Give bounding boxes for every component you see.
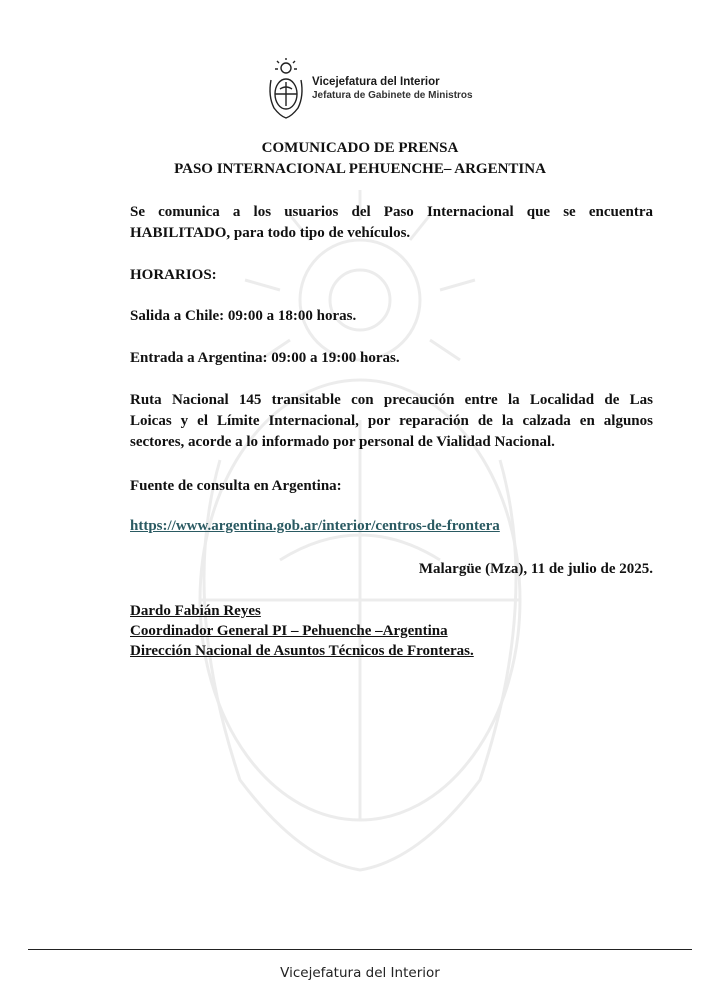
road-line-1: Ruta Nacional 145 transitable con precaución entre la Localidad de Las [130,392,653,408]
road-line-3: sectores, acorde a lo informado por personal de Vialidad Nacional. [130,434,555,450]
road-line-2: Loicas y el Límite Internacional, por reparación de la calzada en algunos [130,413,653,429]
document-subtitle: PASO INTERNACIONAL PEHUENCHE– ARGENTINA [174,161,546,177]
org-name: Vicejefatura del Interior [312,76,440,88]
footer-divider [28,949,692,950]
signatory-role: Coordinador General PI – Pehuenche –Argentina [130,623,448,639]
road-status-paragraph [130,390,653,453]
footer-org-name: Vicejefatura del Interior [280,965,440,981]
intro-paragraph [130,202,653,244]
coat-of-arms-icon [266,58,306,120]
source-link[interactable]: https://www.argentina.gob.ar/interior/centros-de-frontera [130,518,500,534]
source-label: Fuente de consulta en Argentina: [130,478,342,494]
national-emblem-watermark [160,180,560,900]
document-title: COMUNICADO DE PRENSA [261,140,459,156]
entry-schedule: Entrada a Argentina: 09:00 a 19:00 horas. [130,350,400,366]
exit-schedule: Salida a Chile: 09:00 a 18:00 horas. [130,308,357,324]
place-and-date: Malargüe (Mza), 11 de julio de 2025. [418,561,653,577]
signatory-name: Dardo Fabián Reyes [130,603,261,619]
schedule-heading: HORARIOS: [130,267,217,283]
intro-line-1: Se comunica a los usuarios del Paso Internacional que se encuentra [130,204,653,220]
signature-block [130,601,474,661]
org-subtitle: Jefatura de Gabinete de Ministros [312,90,473,101]
intro-line-2: HABILITADO, para todo tipo de vehículos. [130,225,411,241]
letterhead [266,58,473,120]
signatory-department: Dirección Nacional de Asuntos Técnicos de Fronteras. [130,643,474,659]
